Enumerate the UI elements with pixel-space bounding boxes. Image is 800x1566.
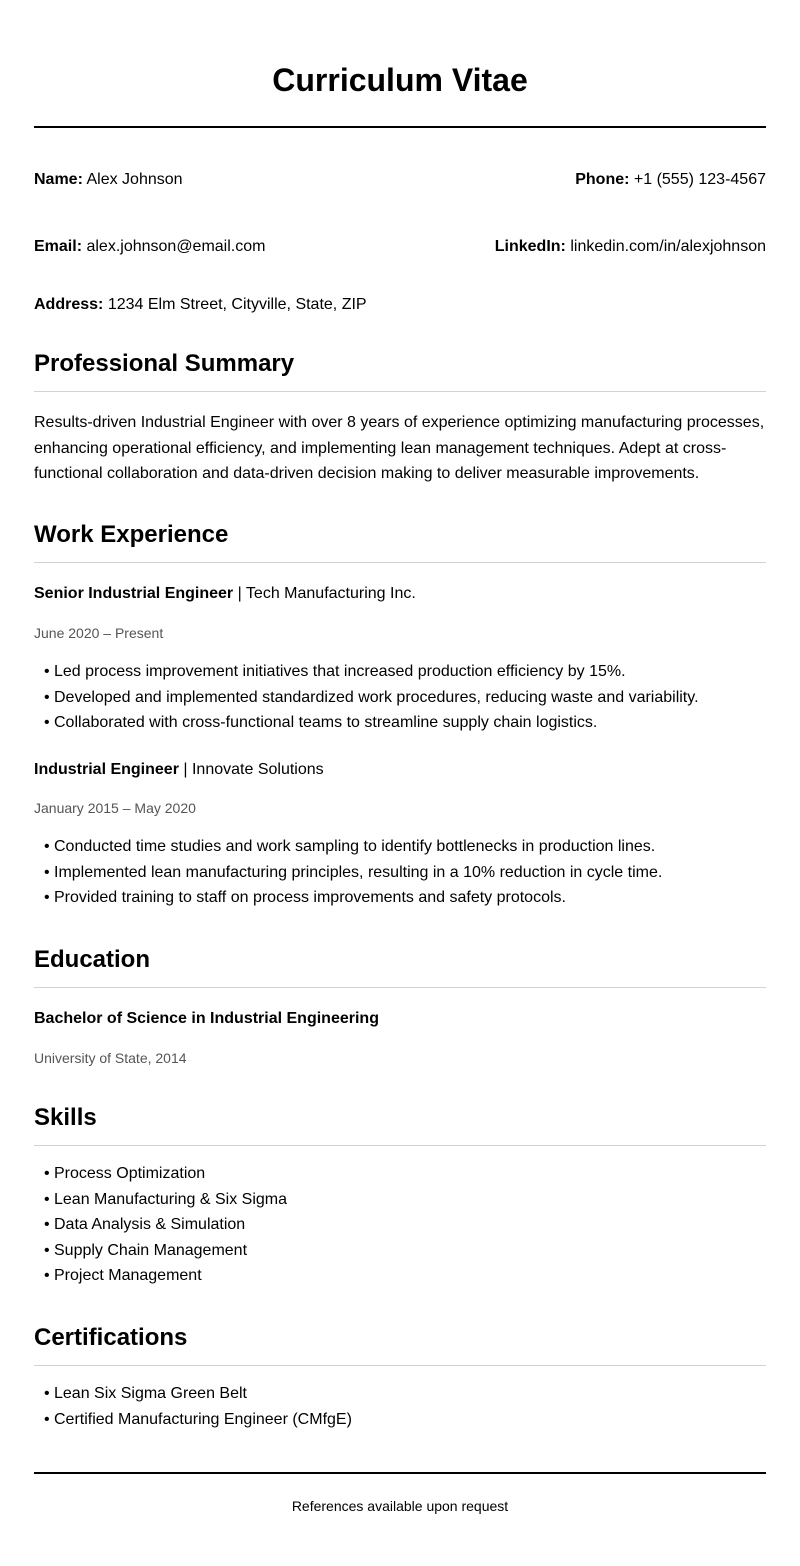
experience-heading: Work Experience (34, 521, 229, 548)
bullet-icon: • (44, 1267, 50, 1284)
skills-divider (34, 1145, 766, 1146)
job-title: Industrial Engineer (34, 761, 179, 778)
job-bullets (34, 834, 766, 911)
job-title: Senior Industrial Engineer (34, 585, 234, 602)
email-label: Email: (34, 238, 83, 255)
address-label: Address: (34, 296, 104, 313)
school: University of State, 2014 (34, 1050, 187, 1066)
education-heading: Education (34, 946, 151, 973)
list-item: • Certified Manufacturing Engineer (CMfgE) (34, 1407, 766, 1433)
summary-heading: Professional Summary (34, 350, 295, 377)
bullet-icon: • (44, 1190, 50, 1208)
bullet-icon: • (44, 1410, 50, 1428)
contact-row-2 (34, 237, 766, 257)
job-company: Tech Manufacturing Inc. (245, 585, 416, 602)
footer-divider (34, 1472, 766, 1474)
skills-heading: Skills (34, 1104, 97, 1131)
job-heading (34, 584, 416, 604)
list-item: • Supply Chain Management (34, 1238, 766, 1264)
bullet-icon: • (44, 889, 50, 906)
education-divider (34, 987, 766, 988)
job-separator: | (183, 761, 188, 778)
list-item: • Project Management (34, 1263, 766, 1289)
list-item: • Data Analysis & Simulation (34, 1212, 766, 1238)
bullet-icon: • (44, 1385, 50, 1402)
bullet-icon: • (44, 1165, 50, 1182)
name-value: Alex Johnson (86, 171, 183, 188)
job-heading (34, 760, 324, 780)
bullet-icon: • (44, 1216, 50, 1233)
degree: Bachelor of Science in Industrial Engineering (34, 1010, 379, 1027)
email-value: alex.johnson@email.com (86, 238, 266, 255)
job-bullets (34, 659, 766, 736)
bullet-icon: • (44, 838, 50, 855)
linkedin-value: linkedin.com/in/alexjohnson (570, 238, 766, 255)
summary-text: Results-driven Industrial Engineer with over 8 years of experience optimizing manufacturing processes, enhancing operational efficiency, and implementing lean management techniques. Adept at cross-functional collaboration and data-driven decision making to deliver measurable improvements. (34, 414, 765, 482)
skills-list (34, 1161, 766, 1289)
list-item: • Developed and implemented standardized work procedures, reducing waste and variability. (34, 685, 766, 711)
address-field (34, 295, 766, 315)
list-item: • Conducted time studies and work sampling to identify bottlenecks in production lines. (34, 834, 766, 860)
phone-field (575, 170, 766, 190)
job-dates: June 2020 – Present (34, 625, 164, 641)
name-label: Name: (34, 171, 83, 188)
email-field (34, 238, 265, 255)
list-item: • Implemented lean manufacturing principles, resulting in a 10% reduction in cycle time. (34, 860, 766, 886)
certifications-heading: Certifications (34, 1324, 188, 1351)
contact-row-1 (34, 170, 766, 190)
bullet-icon: • (44, 663, 50, 680)
page-title: Curriculum Vitae (272, 62, 528, 98)
job-company: Innovate Solutions (191, 761, 324, 778)
certifications-list (34, 1381, 766, 1432)
experience-divider (34, 562, 766, 563)
bullet-icon: • (44, 714, 50, 731)
footer-note: References available upon request (291, 1498, 509, 1514)
bullet-icon: • (44, 1241, 50, 1259)
list-item: • Lean Six Sigma Green Belt (34, 1381, 766, 1407)
linkedin-label: LinkedIn: (494, 238, 566, 255)
bullet-icon: • (44, 688, 50, 706)
list-item: • Led process improvement initiatives that increased production efficiency by 15%. (34, 659, 766, 685)
phone-label: Phone: (575, 171, 630, 188)
summary-divider (34, 391, 766, 392)
address-value: 1234 Elm Street, Cityville, State, ZIP (107, 296, 367, 313)
bullet-icon: • (44, 863, 50, 881)
job-separator: | (237, 585, 242, 602)
name-field (34, 171, 183, 188)
phone-value: +1 (555) 123-4567 (633, 171, 766, 188)
job-dates: January 2015 – May 2020 (34, 800, 196, 816)
certifications-divider (34, 1365, 766, 1366)
header-divider (34, 126, 766, 128)
linkedin-field (495, 237, 766, 257)
list-item: • Provided training to staff on process improvements and safety protocols. (34, 885, 766, 911)
list-item: • Collaborated with cross-functional teams to streamline supply chain logistics. (34, 710, 766, 736)
list-item: • Process Optimization (34, 1161, 766, 1187)
list-item: • Lean Manufacturing & Six Sigma (34, 1187, 766, 1213)
